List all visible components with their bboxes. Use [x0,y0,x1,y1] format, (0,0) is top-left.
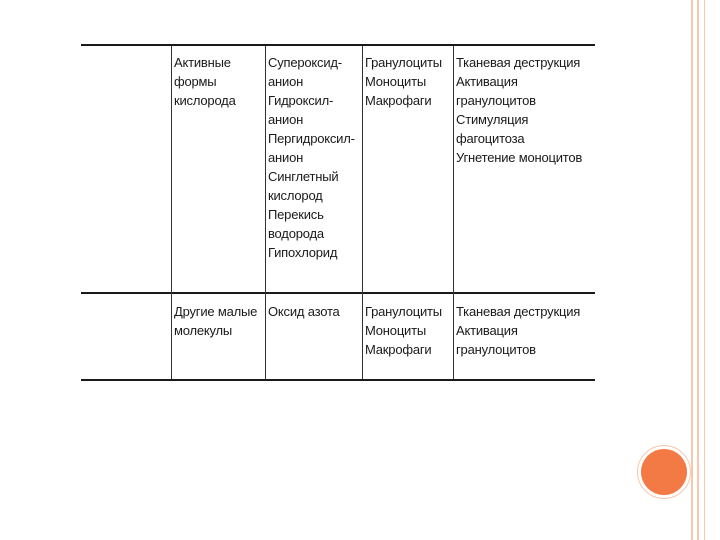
slide-border-line [697,0,699,540]
table-top-rule [81,44,595,46]
table-bottom-rule [81,379,595,381]
table-cell-effects: Тканевая деструкция Активация гранулоцитов Стимуляция фагоцитоза Угнетение моноцитов [456,55,583,165]
table-cell-molecules: Супероксид-анион Гидроксил-анион Пергидроксил- анион Синглетный кислород Перекись водорода Гипохлорид [268,55,355,260]
table-cell-effects: Тканевая деструкция Активация гранулоцитов [456,304,581,357]
slide-border-line [691,0,693,540]
table-cell-cells: Гранулоциты Моноциты Макрофаги [365,55,442,108]
table-cell-group: Активные формы кислорода [174,55,236,108]
table-cell-group: Другие малые молекулы [174,304,258,338]
column-divider [265,46,266,379]
data-table [81,44,595,381]
slide-border-line [704,0,705,540]
column-divider [171,46,172,379]
table-cell-cells: Гранулоциты Моноциты Макрофаги [365,304,442,357]
table-cell-molecules: Оксид азота [268,304,340,319]
table-row-divider [81,292,595,294]
column-divider [453,46,454,379]
decorative-circle [641,449,687,495]
column-divider [362,46,363,379]
